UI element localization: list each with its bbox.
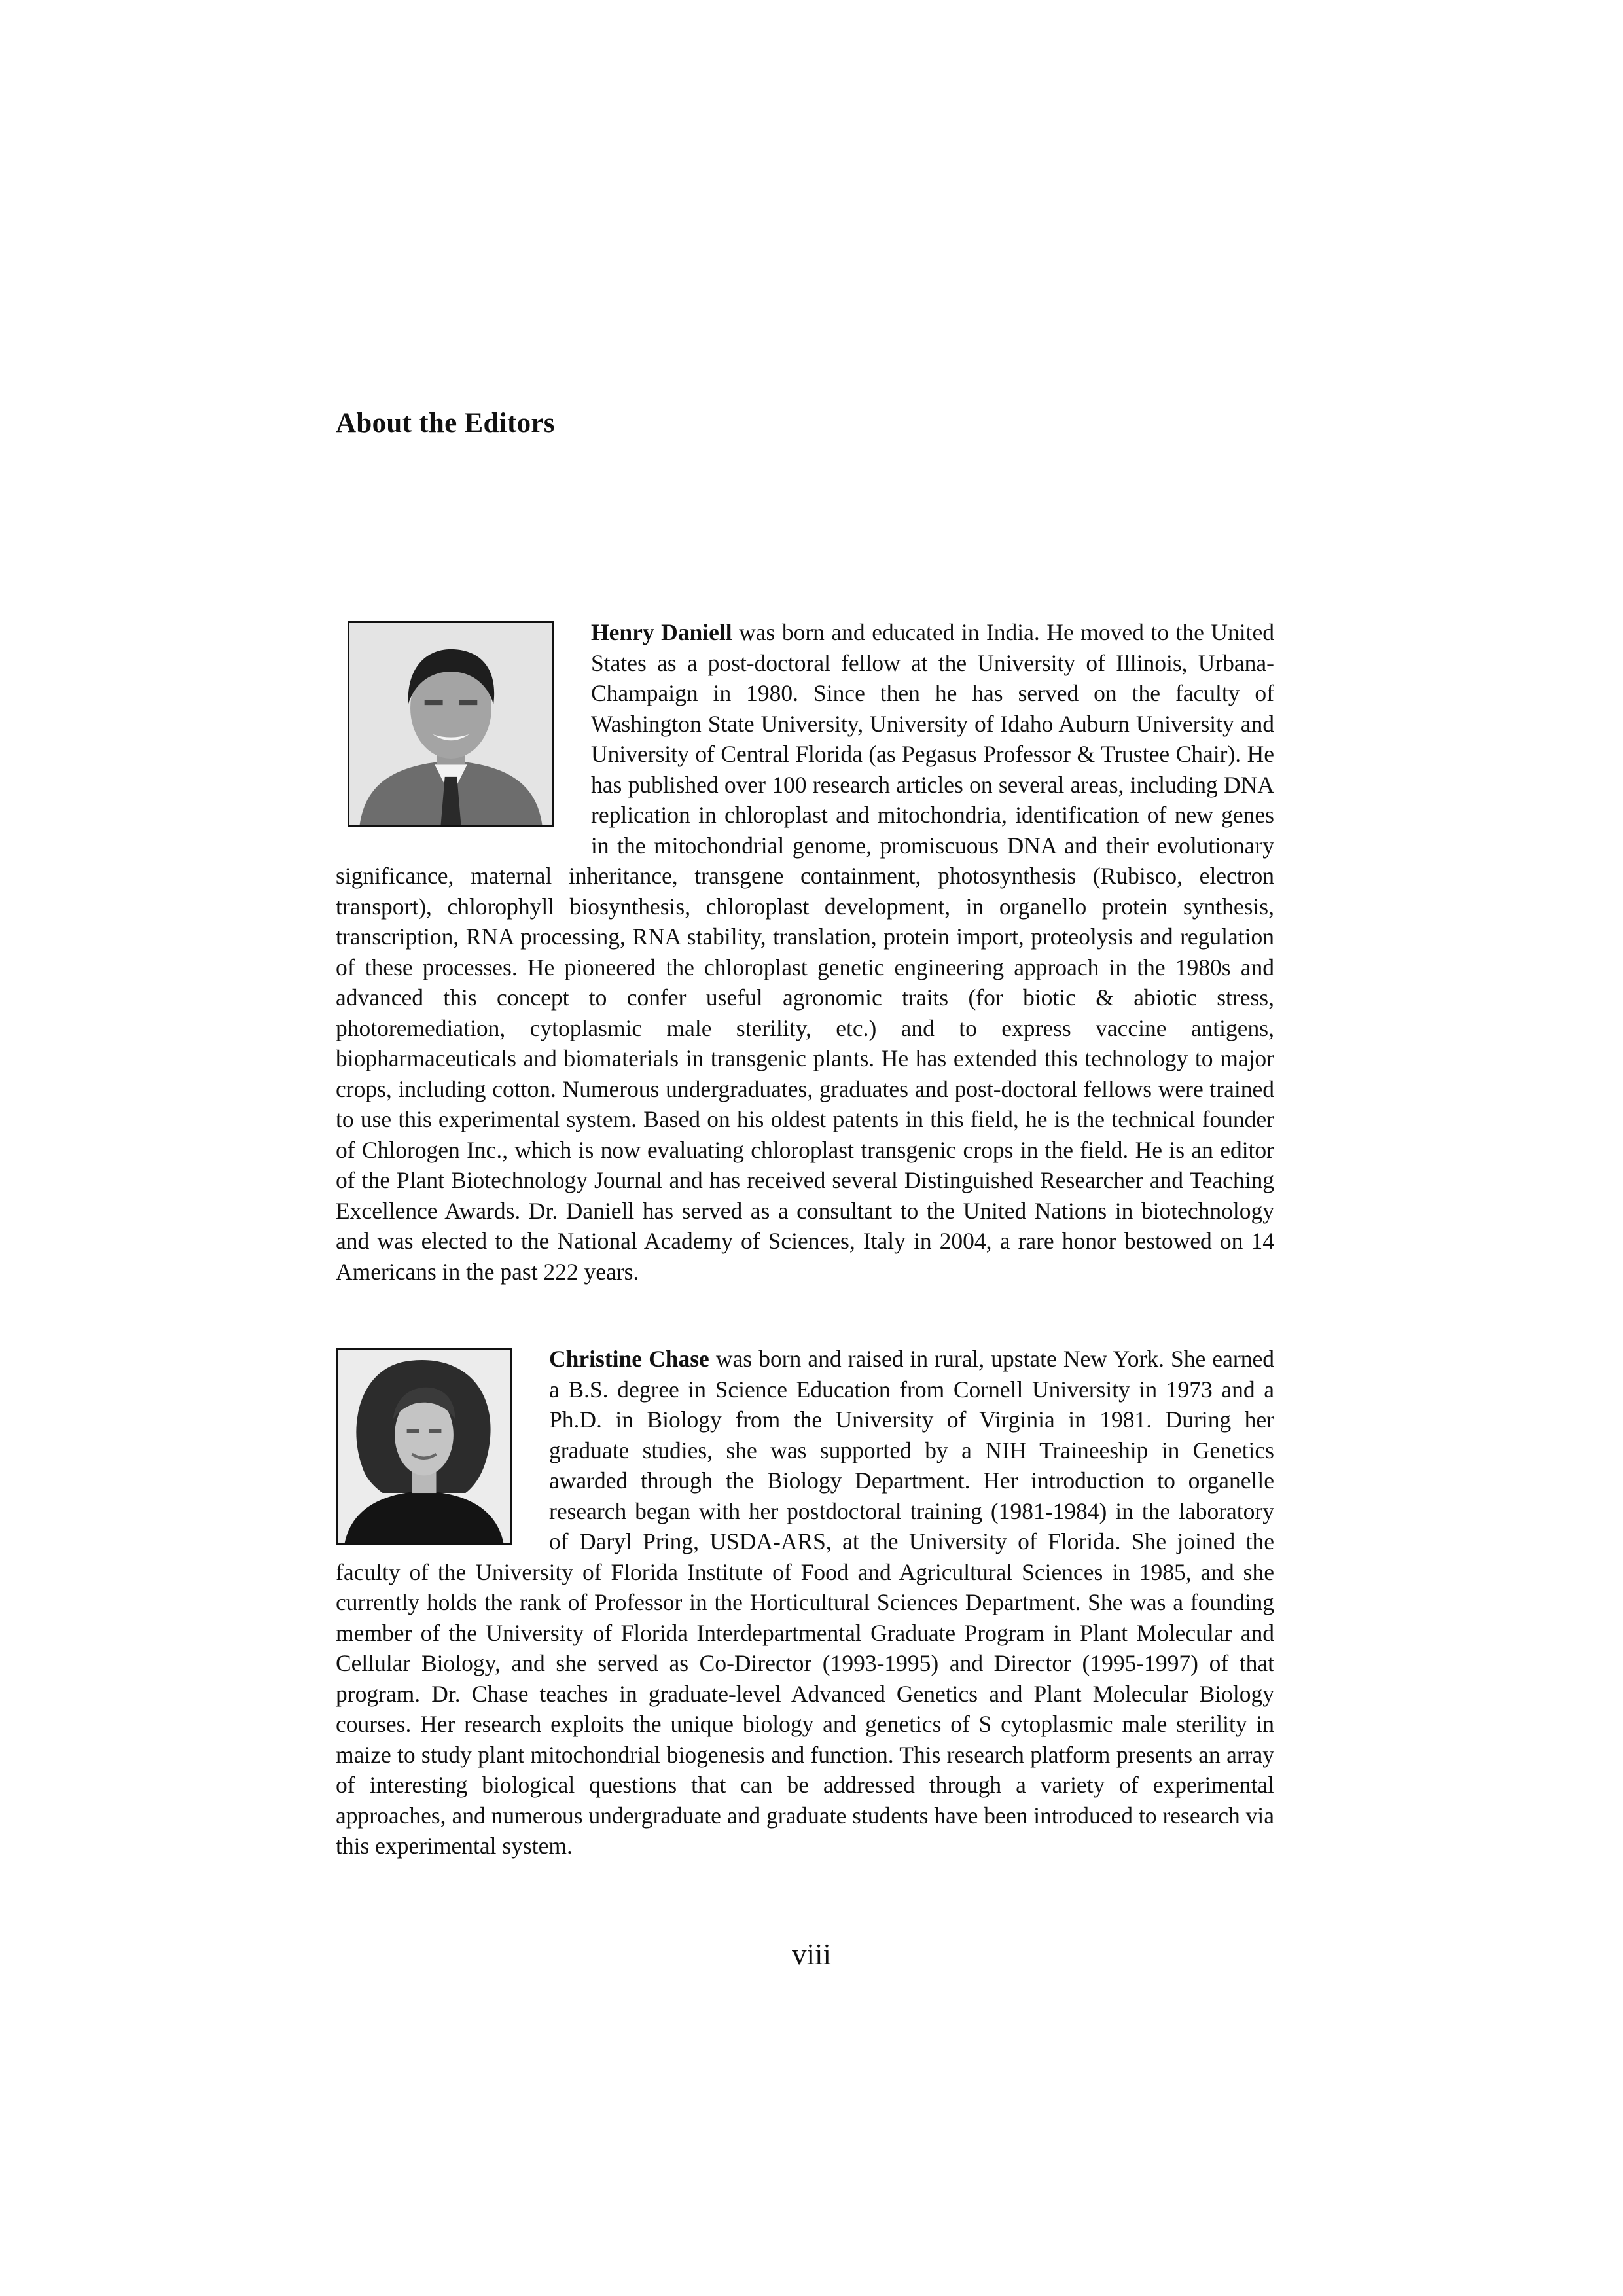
editor-bio-christine-chase	[336, 1344, 1274, 1861]
editor-bio-text: was born and educated in India. He moved to the United States as a post-doctoral fellow at the University of Illinois, Urbana-Champaign in 1980. Since then he has served on the faculty of Washington State University, University of Idaho Auburn University and University of Central Florida (as Pegasus Professor & Trustee Chair). He has published over 100 research articles on several areas, including DNA replication in chloroplast and mitochondria, identification of new genes in the mitochondrial genome, promiscuous DNA and their evolutionary significance, maternal inheritance, transgene containment, photosynthesis (Rubisco, electron transport), chlorophyll biosynthesis, chloroplast development, in organello protein synthesis, transcription, RNA processing, RNA stability, translation, protein import, proteolysis and regulation of these processes. He pioneered the chloroplast genetic engineering approach in the 1980s and advanced this concept to confer useful agronomic traits (for biotic & abiotic stress, photoremediation, cytoplasmic male sterility, etc.) and to express vaccine antigens, biopharmaceuticals and biomaterials in transgenic plants. He has extended this technology to major crops, including cotton. Numerous undergraduates, graduates and post-doctoral fellows were trained to use this experimental system. Based on his oldest patents in this field, he is the technical founder of Chlorogen Inc., which is now evaluating chloroplast transgenic crops in the field. He is an editor of the Plant Biotechnology Journal and has received several Distinguished Researcher and Teaching Excellence Awards. Dr. Daniell has served as a consultant to the United Nations in biotechnology and was elected to the National Academy of Sciences, Italy in 2004, a rare honor bestowed on 14 Americans in the past 222 years.	[336, 619, 1274, 1285]
editor-name: Henry Daniell	[591, 619, 732, 645]
page-title: About the Editors	[336, 408, 555, 439]
christine-chase-portrait-photo	[336, 1348, 512, 1545]
page-number: viii	[791, 1938, 831, 1971]
editor-bio-text: was born and raised in rural, upstate New York. She earned a B.S. degree in Science Education from Cornell University in 1973 and a Ph.D. in Biology from the University of Virginia in 1981. During her graduate studies, she was supported by a NIH Traineeship in Genetics awarded through the Biology Department. Her introduction to organelle research began with her postdoctoral training (1981-1984) in the laboratory of Daryl Pring, USDA-ARS, at the University of Florida. She joined the faculty of the University of Florida Institute of Food and Agricultural Sciences in 1985, and she currently holds the rank of Professor in the Horticultural Sciences Department. She was a founding member of the University of Florida Interdepartmental Graduate Program in Plant Molecular and Cellular Biology, and she served as Co-Director (1993-1995) and Director (1995-1997) of that program. Dr. Chase teaches in graduate-level Advanced Genetics and Plant Molecular Biology courses. Her research exploits the unique biology and genetics of S cytoplasmic male sterility in maize to study plant mitochondrial biogenesis and function. This research platform presents an array of interesting biological questions that can be addressed through a variety of experimental approaches, and numerous undergraduate and graduate students have been introduced to research via this experimental system.	[336, 1346, 1274, 1859]
editor-name: Christine Chase	[549, 1346, 709, 1372]
henry-daniell-portrait-photo	[348, 621, 554, 827]
editor-bio-henry-daniell	[336, 617, 1274, 1287]
